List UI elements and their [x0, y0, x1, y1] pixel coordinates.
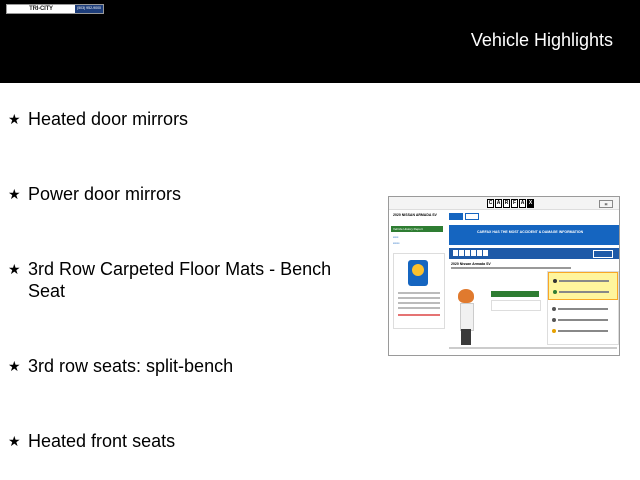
carfax-vehicle-name: 2020 NISSAN ARMADA SV	[393, 213, 437, 217]
text-line	[398, 314, 440, 316]
logo-wordmark: TRI-CITY	[29, 6, 53, 12]
star-icon: ★	[8, 261, 21, 277]
feature-text: Heated door mirrors	[28, 109, 189, 129]
star-icon: ★	[8, 358, 21, 374]
carfax-sidebar	[389, 211, 445, 356]
text-line	[398, 307, 440, 309]
text-line	[398, 302, 440, 304]
feature-text: Power door mirrors	[28, 184, 182, 204]
text-line	[398, 297, 440, 299]
carfax-banner-text: CARFAX HAS THE MOST ACCIDENT & DAMAGE INFORMATION	[477, 230, 584, 234]
feature-item	[8, 355, 358, 377]
star-icon: ★	[8, 186, 21, 202]
badge-icon	[408, 260, 428, 286]
carfax-side-item: Vehicle History Report	[391, 226, 443, 232]
carfax-logo: C A R F A X	[488, 200, 533, 206]
feature-text: 3rd row seats: split-bench	[28, 356, 234, 376]
logo-contact	[75, 5, 103, 13]
tab-report[interactable]	[449, 213, 463, 220]
tab-glossary[interactable]	[465, 213, 479, 220]
carfax-main	[447, 211, 619, 356]
header-bar	[0, 0, 640, 83]
carfax-report-bar	[449, 248, 619, 259]
carfax-footer	[449, 347, 617, 349]
carfax-info-box	[491, 300, 541, 311]
print-icon: ▤	[599, 200, 613, 208]
highlighted-items	[548, 272, 618, 300]
dealer-logo[interactable]	[6, 4, 104, 14]
feature-item	[8, 108, 358, 130]
page-title: Vehicle Highlights	[470, 30, 613, 50]
report-button[interactable]	[593, 250, 613, 258]
feature-text: 3rd Row Carpeted Floor Mats - Bench Seat	[28, 259, 332, 301]
logo-phone: (503) 952-9000	[77, 6, 101, 11]
feature-item	[8, 258, 358, 302]
feature-text: Heated front seats	[28, 431, 176, 451]
feature-item	[8, 430, 358, 452]
carfax-side-link: ▪▪▪▪▪	[393, 235, 399, 239]
carfax-fox-mascot	[455, 289, 477, 347]
text-line	[398, 292, 440, 294]
carfax-summary-panel	[547, 271, 619, 345]
vin-line	[451, 267, 571, 269]
carfax-banner	[449, 225, 619, 245]
carfax-side-link: ▪▪▪▪▪▪	[393, 241, 400, 245]
carfax-report-title: 2020 Nissan Armada SV	[451, 262, 491, 266]
carfax-topbar	[389, 197, 619, 210]
star-icon: ★	[8, 433, 21, 449]
star-icon: ★	[8, 111, 21, 127]
carfax-green-button[interactable]	[491, 291, 539, 297]
carfax-dealer-box	[393, 253, 445, 329]
feature-item	[8, 183, 358, 205]
carfax-logo-small	[453, 250, 489, 256]
carfax-report-thumbnail[interactable]	[388, 196, 620, 356]
carfax-tabs	[449, 213, 481, 220]
